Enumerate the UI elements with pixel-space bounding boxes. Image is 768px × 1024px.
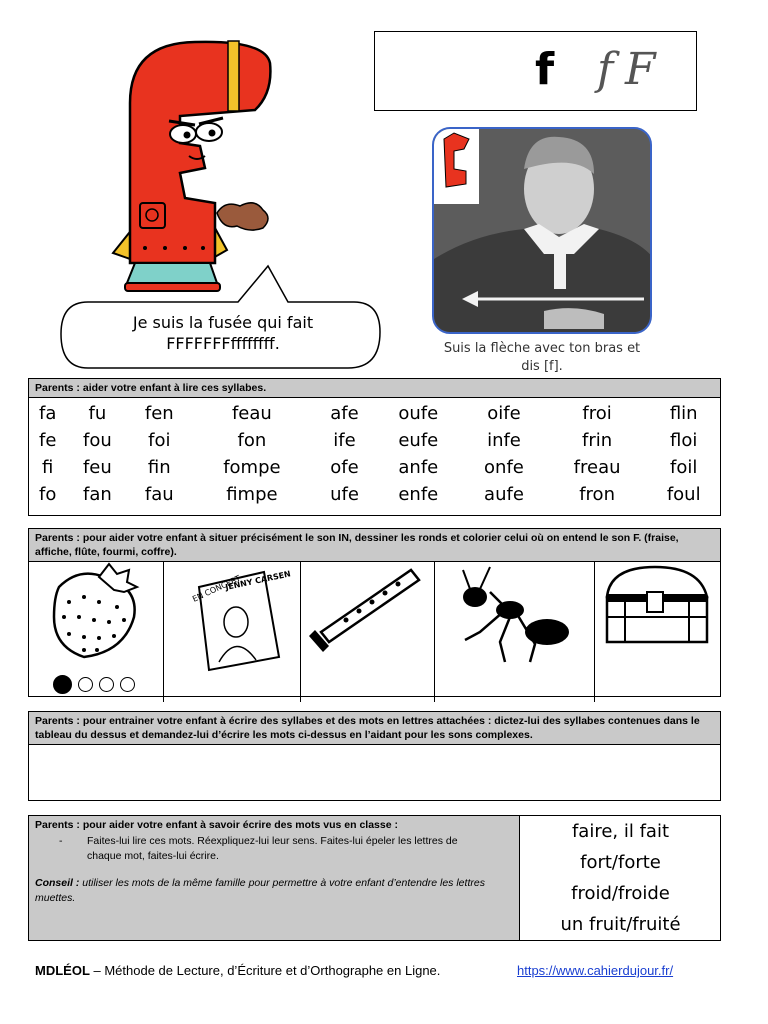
writing-area[interactable] — [29, 745, 720, 803]
syllable-cell: fo — [39, 484, 57, 505]
poster-cell — [164, 562, 301, 702]
photo-caption-line-2: dis [f]. — [521, 359, 563, 374]
print-letter: f — [535, 44, 555, 95]
writing-section — [28, 711, 721, 801]
footer-website-link[interactable]: https://www.cahierdujour.fr/ — [517, 963, 674, 978]
flute-cell — [301, 562, 435, 702]
chest-cell — [595, 562, 722, 702]
words-conseil — [35, 876, 505, 906]
answer-circle-2[interactable] — [78, 677, 93, 692]
pictures-section — [28, 528, 721, 697]
footer-tagline: – Méthode de Lecture, d’Écriture et d’Orthographe en Ligne. — [89, 963, 441, 978]
syllable-cell: fau — [144, 484, 174, 505]
syllable-cell: fi — [42, 457, 54, 478]
syllable-cell: fin — [147, 457, 171, 478]
syllable-cell: fen — [144, 403, 174, 424]
syllable-cell: floi — [670, 430, 698, 451]
word-2: fort/forte — [580, 852, 661, 873]
syllable-cell: fe — [39, 430, 57, 451]
syllables-header: Parents : aider votre enfant à lire ces syllabes. — [29, 379, 720, 398]
photo-caption — [432, 340, 652, 376]
syllable-cell: fompe — [223, 457, 281, 478]
answer-circle-1[interactable] — [53, 675, 72, 694]
writing-header: Parents : pour entrainer votre enfant à écrire des syllabes et des mots en lettres attachées : dictez-lui des syllabes contenues dans le tableau du dessus et demandez-lui d’écrire les mots ci-dessus en l’aidant pour les sons complexes. — [29, 712, 720, 745]
poster-text-2: JENNY CARSEN — [224, 569, 292, 592]
syllable-cell: froi — [582, 403, 612, 424]
syllable-cell: foi — [148, 430, 171, 451]
speech-bubble-text — [78, 312, 368, 354]
photo-caption-line-1: Suis la flèche avec ton bras et — [443, 341, 641, 356]
cursive-uppercase-letter: F — [625, 44, 656, 95]
syllable-cell: enfe — [398, 484, 439, 505]
bubble-line-1: Je suis la fusée qui fait — [132, 313, 314, 332]
syllable-row — [29, 454, 720, 481]
syllable-row — [29, 481, 720, 508]
syllable-cell: oife — [487, 403, 521, 424]
cursive-lowercase-letter: f — [597, 44, 614, 95]
words-title: Parents : pour aider votre enfant à savoir écrire des mots vus en classe : — [35, 819, 398, 831]
syllable-cell: onfe — [484, 457, 524, 478]
ant-cell — [435, 562, 595, 702]
rocket-letter-f-illustration — [105, 38, 285, 298]
strawberry-icon — [29, 562, 164, 662]
pictures-row — [29, 562, 720, 702]
syllable-cell: eufe — [398, 430, 439, 451]
answer-circle-4[interactable] — [120, 677, 135, 692]
boy-photo-illustration — [434, 129, 652, 334]
syllable-cell: anfe — [398, 457, 439, 478]
syllable-cell: foil — [670, 457, 698, 478]
syllable-cell: fan — [82, 484, 112, 505]
boy-photo — [432, 127, 652, 334]
word-1: faire, il fait — [571, 821, 670, 842]
syllable-row — [29, 400, 720, 427]
syllable-cell: ife — [333, 430, 356, 451]
syllable-cell: fon — [237, 430, 267, 451]
footer-text — [35, 963, 440, 978]
word-4: un fruit/fruité — [560, 914, 681, 935]
syllable-cell: aufe — [484, 484, 524, 505]
footer-brand: MDLÉOL — [35, 963, 90, 978]
syllable-cell: foul — [666, 484, 701, 505]
syllable-cell: flin — [669, 403, 698, 424]
words-list — [520, 816, 721, 940]
syllable-row — [29, 427, 720, 454]
syllable-cell: frin — [582, 430, 613, 451]
treasure-chest-icon — [595, 562, 722, 702]
words-bullet-item — [35, 834, 513, 864]
syllable-cell: infe — [487, 430, 521, 451]
syllable-cell: fu — [88, 403, 107, 424]
syllable-cell: ufe — [330, 484, 359, 505]
flute-icon — [301, 562, 435, 702]
bullet-dash: - — [59, 835, 63, 847]
syllable-cell: afe — [330, 403, 359, 424]
pictures-header: Parents : pour aider votre enfant à situer précisément le son IN, dessiner les ronds et colorier celui où on entend le son F. (fraise, affiche, flûte, fourmi, coffre). — [29, 529, 720, 562]
words-bullet-text: Faites-lui lire ces mots. Réexpliquez-lui leur sens. Faites-lui épeler les lettres de chaque mot, faites-lui écrire. — [87, 835, 458, 862]
concert-poster-icon — [164, 562, 301, 702]
letter-display-box — [374, 31, 697, 111]
answer-circle-3[interactable] — [99, 677, 114, 692]
words-instructions — [29, 816, 520, 940]
syllable-cell: fron — [579, 484, 615, 505]
word-3: froid/froide — [571, 883, 670, 904]
words-section — [28, 815, 721, 941]
poster-text-1: EN CONCERT — [191, 573, 242, 604]
answer-circles[interactable] — [53, 675, 135, 694]
syllables-table — [29, 400, 720, 508]
syllable-cell: feu — [82, 457, 112, 478]
conseil-label: Conseil : — [35, 877, 80, 889]
syllable-cell: fou — [83, 430, 112, 451]
syllables-section — [28, 378, 721, 516]
syllable-cell: feau — [231, 403, 272, 424]
bubble-line-2: FFFFFFFffffffff. — [166, 334, 280, 353]
syllable-cell: oufe — [398, 403, 439, 424]
conseil-text: utiliser les mots de la même famille pour permettre à votre enfant d’entendre les lettres muettes. — [35, 877, 485, 904]
strawberry-cell — [29, 562, 164, 702]
syllable-cell: freau — [573, 457, 621, 478]
syllable-cell: fa — [39, 403, 57, 424]
syllable-cell: fimpe — [226, 484, 278, 505]
syllable-cell: ofe — [330, 457, 359, 478]
ant-icon — [435, 562, 595, 702]
